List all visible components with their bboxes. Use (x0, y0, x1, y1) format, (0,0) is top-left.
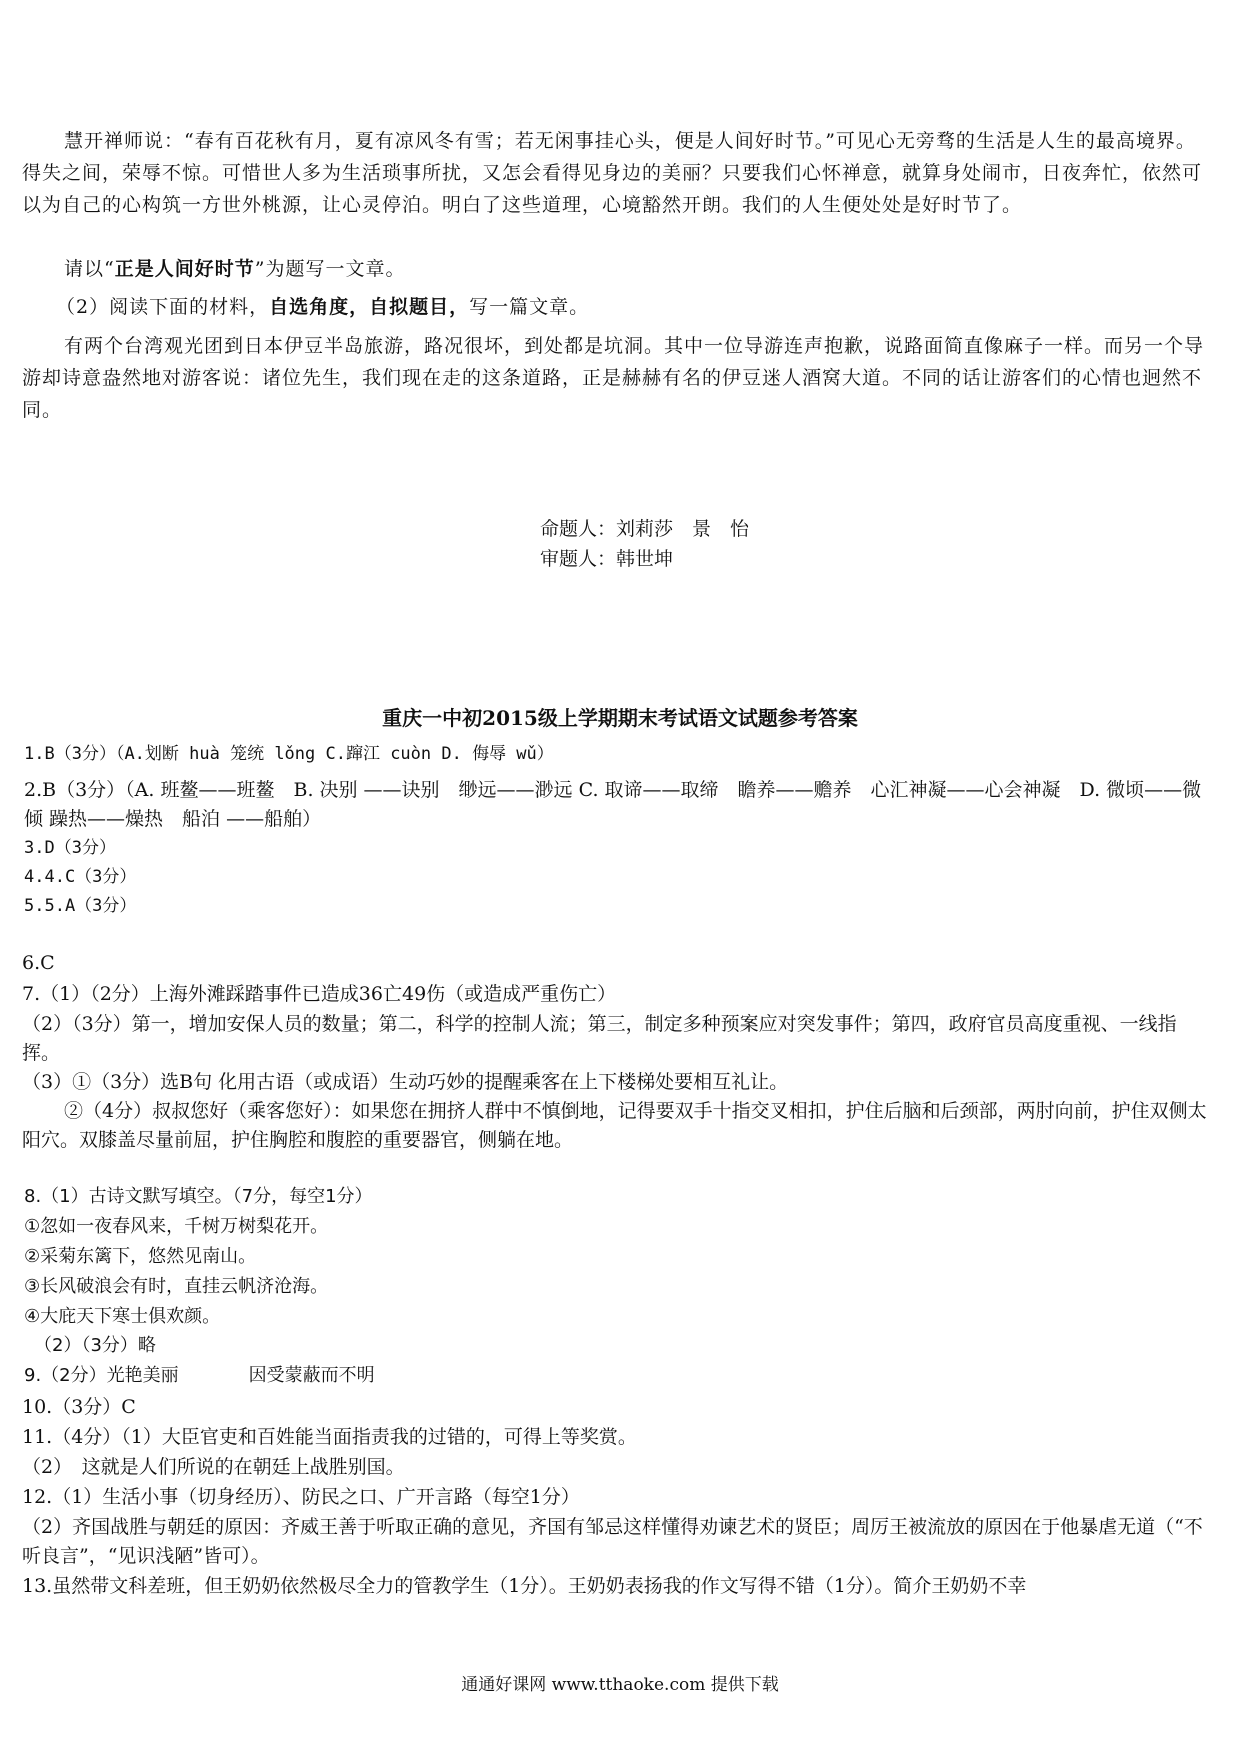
answer-6: 6.C (22, 952, 55, 974)
answer-8-3: ②采菊东篱下，悠然见南山。 (24, 1246, 257, 1267)
answer-8-2: ①忽如一夜春风来，千树万树梨花开。 (24, 1216, 329, 1237)
answer-12-1: 12.（1）生活小事（切身经历）、防民之口、广开言路（每空1分） (22, 1486, 580, 1508)
answer-key-title: 重庆一中初2015级上学期期末考试语文试题参考答案 (382, 706, 858, 730)
answer-4: 4.4.C（3分） (24, 867, 137, 887)
answer-10: 10.（3分）C (22, 1396, 136, 1418)
essay-prompt-1 (22, 253, 1212, 285)
answer-7-1: 7.（1）（2分）上海外滩踩踏事件已造成36亡49伤（或造成严重伤亡） (22, 983, 617, 1005)
prompt-1-suffix: ”为题写一文章。 (254, 258, 406, 280)
essay-paragraph-1: 慧开禅师说：“春有百花秋有月，夏有凉风冬有雪；若无闲事挂心头，便是人间好时节。”可见心无旁骛的生活是人生的最高境界。得失之间，荣辱不惊。可惜世人多为生活琐事所扰，又怎会看得见身边的美丽？只要我们心怀禅意，就算身处闹市，日夜奔忙，依然可以为自己的心构筑一方世外桃源，让心灵停泊。明白了这些道理，心境豁然开朗。我们的人生便处处是好时节了。 (22, 130, 1203, 216)
prompt-1-prefix: 请以“ (64, 258, 115, 280)
answer-8-5: ④大庇天下寒士俱欢颜。 (24, 1306, 221, 1327)
answer-12-2: （2）齐国战胜与朝廷的原因：齐威王善于听取正确的意见，齐国有邹忌这样懂得劝谏艺术的贤臣；周厉王被流放的原因在于他暴虐无道（“不听良言”，“见识浅陋”皆可）。 (22, 1516, 1203, 1567)
essay-prompt-2 (56, 291, 1240, 323)
answer-9 (24, 1361, 1214, 1390)
prompt-2-bold: 自选角度，自拟题目， (269, 296, 470, 318)
essay-paragraph-2: 有两个台湾观光团到日本伊豆半岛旅游，路况很坏，到处都是坑洞。其中一位导游连声抱歉，说路面简直像麻子一样。而另一个导游却诗意盎然地对游客说：诸位先生，我们现在走的这条道路，正是赫赫有名的伊豆迷人酒窝大道。不同的话让游客们的心情也迥然不同。 (22, 335, 1205, 421)
answer-7-4: ②（4分）叔叔您好（乘客您好）：如果您在拥挤人群中不慎倒地，记得要双手十指交叉相扣，护住后脑和后颈部，两肘向前，护住双侧太阳穴。双膝盖尽量前屈，护住胸腔和腹腔的重要器官，侧躺在地。 (22, 1100, 1207, 1151)
answer-11-1: 11.（4分）（1）大臣官吏和百姓能当面指责我的过错的，可得上等奖赏。 (22, 1426, 637, 1448)
answer-9-part-2: 因受蒙蔽而不明 (248, 1365, 375, 1386)
answer-1: 1.B（3分）（A.划断 huà 笼统 lǒng C.蹿江 cuòn D. 侮辱 wǔ） (24, 744, 554, 764)
author-line: 命题人：刘莉莎 景 怡 (540, 518, 750, 540)
answer-7-2: （2）（3分）第一，增加安保人员的数量；第二，科学的控制人流；第三，制定多种预案应对突发事件；第四，政府官员高度重视、一线指挥。 (22, 1013, 1177, 1064)
prompt-2-prefix: （2）阅读下面的材料， (56, 296, 270, 318)
answer-2: 2.B（3分）（A. 班鳌——班鳌 B. 决别 ——诀别 缈远——渺远 C. 取谛——取缔 瞻养——赡养 心汇神凝——心会神凝 D. 微顷——微倾 躁热——燥热 船泊 ——船舶） (24, 779, 1202, 830)
reviewer-line: 审题人：韩世坤 (540, 548, 674, 570)
prompt-2-suffix: 写一篇文章。 (469, 296, 590, 318)
answer-3: 3.D（3分） (24, 838, 116, 858)
answer-8-4: ③长风破浪会有时，直挂云帆济沧海。 (24, 1276, 329, 1297)
prompt-1-title: 正是人间好时节 (114, 258, 255, 280)
answer-7-3: （3）①（3分）选B句 化用古语（或成语）生动巧妙的提醒乘客在上下楼梯处要相互礼让。 (22, 1071, 789, 1093)
answer-11-2: （2） 这就是人们所说的在朝廷上战胜别国。 (22, 1456, 405, 1478)
answer-8-6: （2）（3分）略 (34, 1335, 156, 1356)
answer-9-part-1: 9.（2分）光艳美丽 (24, 1365, 179, 1386)
answer-13: 13.虽然带文科差班，但王奶奶依然极尽全力的管教学生（1分）。王奶奶表扬我的作文写得不错（1分）。简介王奶奶不幸 (22, 1575, 1027, 1597)
answer-8-1: 8.（1）古诗文默写填空。（7分，每空1分） (24, 1186, 373, 1207)
footer-credit: 通通好课网 www.tthaoke.com 提供下载 (461, 1675, 779, 1695)
answer-5: 5.5.A（3分） (24, 896, 137, 916)
